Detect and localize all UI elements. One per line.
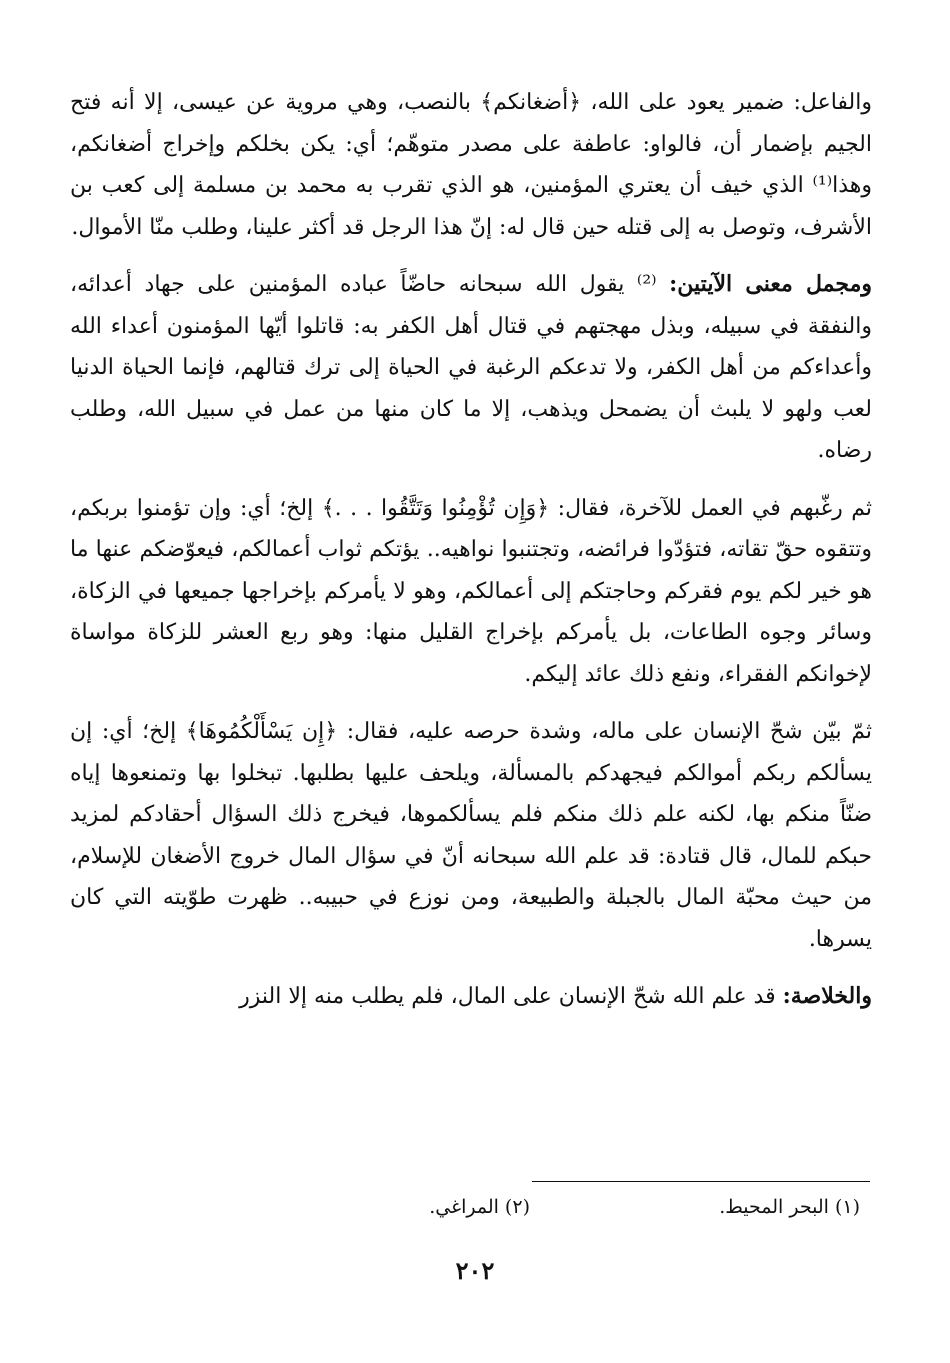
paragraph-lead: ومجمل معنى الآيتين: <box>669 271 873 297</box>
paragraph-text: والفاعل: ضمير يعود على الله، ﴿أضغانكم﴾ بالنصب، وهي مروية عن عيسى، إلا أنه فتح الجيم بإضمار أن، فالواو: عاطفة على مصدر متوهّم؛ أي: يكن بخلكم وإخراج أضغانكم، وهذا⁽¹⁾ الذي خيف أن يعتري المؤمنين، هو الذي تقرب به محمد بن مسلمة إلى كعب بن الأشرف، وتوصل به إلى قتله حين قال له: إنّ هذا الرجل قد أكثر علينا، وطلب منّا الأموال. <box>70 90 872 240</box>
paragraph-2 <box>70 264 872 472</box>
paragraph-text: قد علم الله شحّ الإنسان على المال، فلم يطلب منه إلا النزر <box>239 984 783 1009</box>
paragraph-5 <box>70 976 872 1018</box>
paragraph-1 <box>70 82 872 248</box>
page-number: ٢٠٢ <box>455 1256 495 1285</box>
paragraph-4 <box>70 711 872 960</box>
footnote-1: (١) البحر المحيط. <box>719 1196 860 1218</box>
page-body <box>70 82 872 1034</box>
paragraph-lead: والخلاصة: <box>782 983 872 1009</box>
footnotes <box>300 1196 860 1226</box>
paragraph-3 <box>70 488 872 696</box>
footnote-divider <box>532 1181 870 1182</box>
paragraph-text: ⁽²⁾ يقول الله سبحانه حاضّاً عباده المؤمنين على جهاد أعدائه، والنفقة في سبيله، وبذل مهجتهم في قتال أهل الكفر به: قاتلوا أيّها المؤمنون أعداء الله وأعداءكم من أهل الكفر، ولا تدعكم الرغبة في الحياة إلى ترك قتالهم، فإنما الحياة الدنيا لعب ولهو لا يلبث أن يضمحل ويذهب، إلا ما كان منها من عمل في سبيل الله، وطلب رضاه. <box>70 272 872 463</box>
footnote-2: (٢) المراغي. <box>429 1196 530 1218</box>
paragraph-text: ثم رغّبهم في العمل للآخرة، فقال: ﴿وَإِن تُؤْمِنُوا وَتَتَّقُوا . . .﴾ إلخ؛ أي: وإن تؤمنوا بربكم، وتتقوه حقّ تقاته، فتؤدّوا فرائضه، وتجتنبوا نواهيه.. يؤتكم ثواب أعمالكم، فيعوّضكم عنها ما هو خير لكم يوم فقركم وحاجتكم إلى أعمالكم، وهو لا يأمركم بإخراجها جميعها في الزكاة، وسائر وجوه الطاعات، بل يأمركم بإخراج القليل منها: وهو ربع العشر للزكاة مواساة لإخوانكم الفقراء، ونفع ذلك عائد إليكم. <box>70 495 872 687</box>
paragraph-text: ثمّ بيّن شحّ الإنسان على ماله، وشدة حرصه عليه، فقال: ﴿إِن يَسْأَلْكُمُوهَا﴾ إلخ؛ أي: إن يسألكم ربكم أموالكم فيجهدكم بالمسألة، ويلحف عليها بطلبها. تبخلوا بها وتمنعوها إياه ضنّاً منكم بها، لكنه علم ذلك منكم فلم يسألكموها، فيخرج ذلك السؤال أحقادكم لمزيد حبكم للمال، قال قتادة: قد علم الله سبحانه أنّ في سؤال المال خروج الأضغان للإسلام، من حيث محبّة المال بالجبلة والطبيعة، ومن نوزع في حبيبه.. ظهرت طوّيته التي كان يسرها. <box>70 719 872 952</box>
